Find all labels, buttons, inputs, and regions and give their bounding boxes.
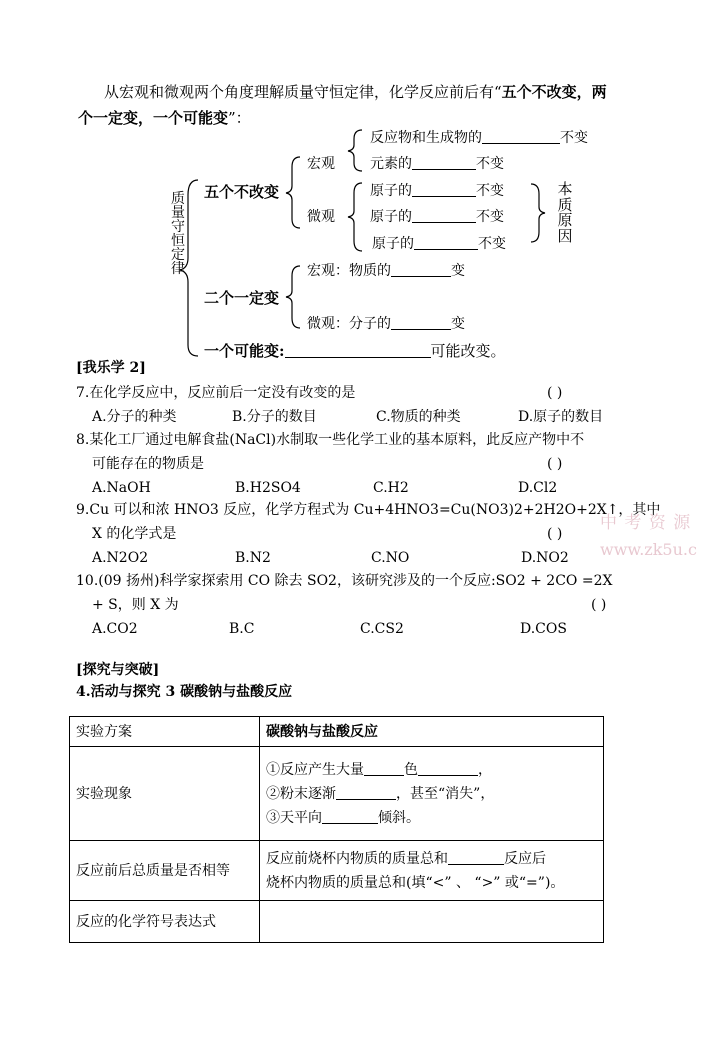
answer-blank[interactable] <box>322 809 378 824</box>
suffix-change: 变 <box>451 263 465 279</box>
question-9-stem-cont: X 的化学式是 <box>92 526 177 542</box>
micro-brace <box>348 183 362 251</box>
answer-blank[interactable] <box>336 785 396 800</box>
question-9-option-b[interactable]: B.N2 <box>235 550 271 566</box>
five-unchanged-label: 五个不改变 <box>204 183 280 201</box>
phenomenon-text: ③天平向 <box>266 809 322 826</box>
intro-emphasis-b: 个一定变，一个可能变 <box>78 109 229 127</box>
table-cell-phenomenon-label: 实验现象 <box>70 747 260 841</box>
answer-blank[interactable] <box>285 343 431 358</box>
macro-brace <box>348 130 362 171</box>
one-possible-row <box>204 342 506 360</box>
macro-item-2-text: 元素的 <box>370 156 412 172</box>
phenomenon-item-3 <box>266 806 597 830</box>
table-cell-equation-label: 反应的化学符号表达式 <box>70 901 260 943</box>
phenomenon-text: 色 <box>404 761 418 778</box>
activity-title <box>76 683 292 701</box>
question-8-option-b[interactable]: B.H2SO4 <box>235 480 301 496</box>
phenomenon-text: ①反应产生大量 <box>266 761 364 778</box>
two-macro-text: 宏观：物质的 <box>307 263 391 279</box>
mass-text-2: 烧杯内物质的质量总和(填“<” 、 “>” 或“=”)。 <box>266 874 565 891</box>
watermark-line-2: www.zk5u.c <box>600 540 697 559</box>
question-10-stem: 10.(09 扬州)科学家探索用 CO 除去 SO2，该研究涉及的一个反应:SO2 + 2CO =2X <box>76 573 613 589</box>
table-cell-mass-label: 反应前后总质量是否相等 <box>70 841 260 901</box>
answer-blank[interactable] <box>364 761 404 776</box>
diagram-root: 质量守恒定律 <box>171 191 185 277</box>
essence-label: 本质原因 <box>557 180 573 245</box>
two-micro-item <box>307 315 465 333</box>
question-10-option-b[interactable]: B.C <box>229 621 255 637</box>
suffix-unchanged: 不变 <box>476 156 504 172</box>
table-row <box>70 747 604 841</box>
answer-blank[interactable] <box>418 761 478 776</box>
question-7-answer-paren[interactable]: ( ) <box>547 385 563 401</box>
question-8-answer-paren[interactable]: ( ) <box>547 456 563 472</box>
table-header-right: 碳酸钠与盐酸反应 <box>260 717 604 747</box>
two-changed-label: 二个一定变 <box>204 289 280 307</box>
two-brace <box>286 266 300 328</box>
question-8-stem: 8.某化工厂通过电解食盐(NaCl)水制取一些化学工业的基本原料，此反应产物中不 <box>76 432 585 448</box>
suffix-unchanged: 不变 <box>478 236 506 252</box>
answer-blank[interactable] <box>482 129 560 144</box>
macro-item-1-text: 反应物和生成物的 <box>370 130 482 146</box>
answer-blank[interactable] <box>412 155 476 170</box>
table-row <box>70 841 604 901</box>
suffix-unchanged: 不变 <box>476 209 504 225</box>
answer-blank[interactable] <box>391 315 451 330</box>
experiment-table <box>69 716 604 943</box>
table-header-left: 实验方案 <box>70 717 260 747</box>
question-8-option-d[interactable]: D.Cl2 <box>518 480 558 496</box>
intro-line-1 <box>104 83 607 101</box>
section-heading-explore: [探究与突破] <box>76 662 160 678</box>
phenomenon-item-1 <box>266 758 597 782</box>
two-micro-text: 微观：分子的 <box>307 316 391 332</box>
question-9-option-c[interactable]: C.NO <box>371 550 410 566</box>
micro-item-2 <box>370 208 504 226</box>
question-9-stem: 9.Cu 可以和浓 HNO3 反应，化学方程式为 Cu+4HNO3=Cu(NO3)2+2H2O+2X↑，其中 <box>76 502 661 518</box>
table-row <box>70 717 604 747</box>
intro-emphasis-a: 五个不改变，两 <box>501 83 607 101</box>
micro-label: 微观 <box>307 209 335 225</box>
essence-brace <box>531 184 545 242</box>
table-cell-phenomenon <box>260 747 604 841</box>
question-8-option-a[interactable]: A.NaOH <box>92 480 151 496</box>
question-8-option-c[interactable]: C.H2 <box>373 480 409 496</box>
phenomenon-text: ②粉末逐渐 <box>266 785 336 802</box>
answer-blank[interactable] <box>412 208 476 223</box>
phenomenon-text: ，甚至“消失”， <box>396 785 495 802</box>
answer-blank[interactable] <box>412 182 476 197</box>
table-row <box>70 901 604 943</box>
mass-text: 反应后 <box>504 850 546 867</box>
macro-item-2 <box>370 155 504 173</box>
one-possible-label: 一个可能变: <box>204 342 285 360</box>
micro-item-1-text: 原子的 <box>370 183 412 199</box>
micro-item-3 <box>372 235 506 253</box>
micro-item-1 <box>370 182 504 200</box>
macro-label: 宏观 <box>307 156 335 172</box>
two-macro-item <box>307 262 465 280</box>
question-7-option-b[interactable]: B.分子的数目 <box>232 409 317 425</box>
answer-blank[interactable] <box>391 262 451 277</box>
table-cell-mass <box>260 841 604 901</box>
question-10-stem-cont: + S，则 X 为 <box>92 597 179 613</box>
phenomenon-item-2 <box>266 782 597 806</box>
question-7-option-a[interactable]: A.分子的种类 <box>92 409 177 425</box>
question-8-stem-cont: 可能存在的物质是 <box>92 456 204 472</box>
intro-line-2 <box>78 109 251 127</box>
five-brace <box>286 157 300 228</box>
question-7-option-c[interactable]: C.物质的种类 <box>376 409 461 425</box>
question-10-option-d[interactable]: D.COS <box>520 621 567 637</box>
suffix-unchanged: 不变 <box>560 130 588 146</box>
table-cell-equation-answer[interactable] <box>260 901 604 943</box>
question-7-option-d[interactable]: D.原子的数目 <box>518 409 604 425</box>
one-possible-suffix: 可能改变。 <box>430 342 506 360</box>
watermark-line-1: 中 考 资 源 <box>600 513 692 533</box>
activity-title-text: 4.活动与探究 3 碳酸钠与盐酸反应 <box>76 684 293 700</box>
question-9-option-d[interactable]: D.NO2 <box>521 550 569 566</box>
question-9-option-a[interactable]: A.N2O2 <box>92 550 149 566</box>
suffix-change: 变 <box>451 316 465 332</box>
question-10-option-c[interactable]: C.CS2 <box>360 621 404 637</box>
intro-text-a: 从宏观和微观两个角度理解质量守恒定律，化学反应前后有“ <box>104 83 502 101</box>
micro-item-2-text: 原子的 <box>370 209 412 225</box>
answer-blank[interactable] <box>448 850 504 865</box>
phenomenon-text: ， <box>478 761 492 778</box>
intro-text-c: ”： <box>228 109 251 127</box>
mass-text: 反应前烧杯内物质的质量总和 <box>266 850 448 867</box>
question-10-answer-paren[interactable]: ( ) <box>591 597 607 613</box>
question-9-answer-paren[interactable]: ( ) <box>547 526 563 542</box>
section-heading-learn: [我乐学 2] <box>76 360 146 376</box>
micro-item-3-text: 原子的 <box>372 236 414 252</box>
macro-item-1 <box>370 129 588 147</box>
phenomenon-text: 倾斜。 <box>378 809 420 826</box>
answer-blank[interactable] <box>414 235 478 250</box>
question-7-stem: 7.在化学反应中，反应前后一定没有改变的是 <box>76 385 356 401</box>
suffix-unchanged: 不变 <box>476 183 504 199</box>
question-10-option-a[interactable]: A.CO2 <box>92 621 138 637</box>
